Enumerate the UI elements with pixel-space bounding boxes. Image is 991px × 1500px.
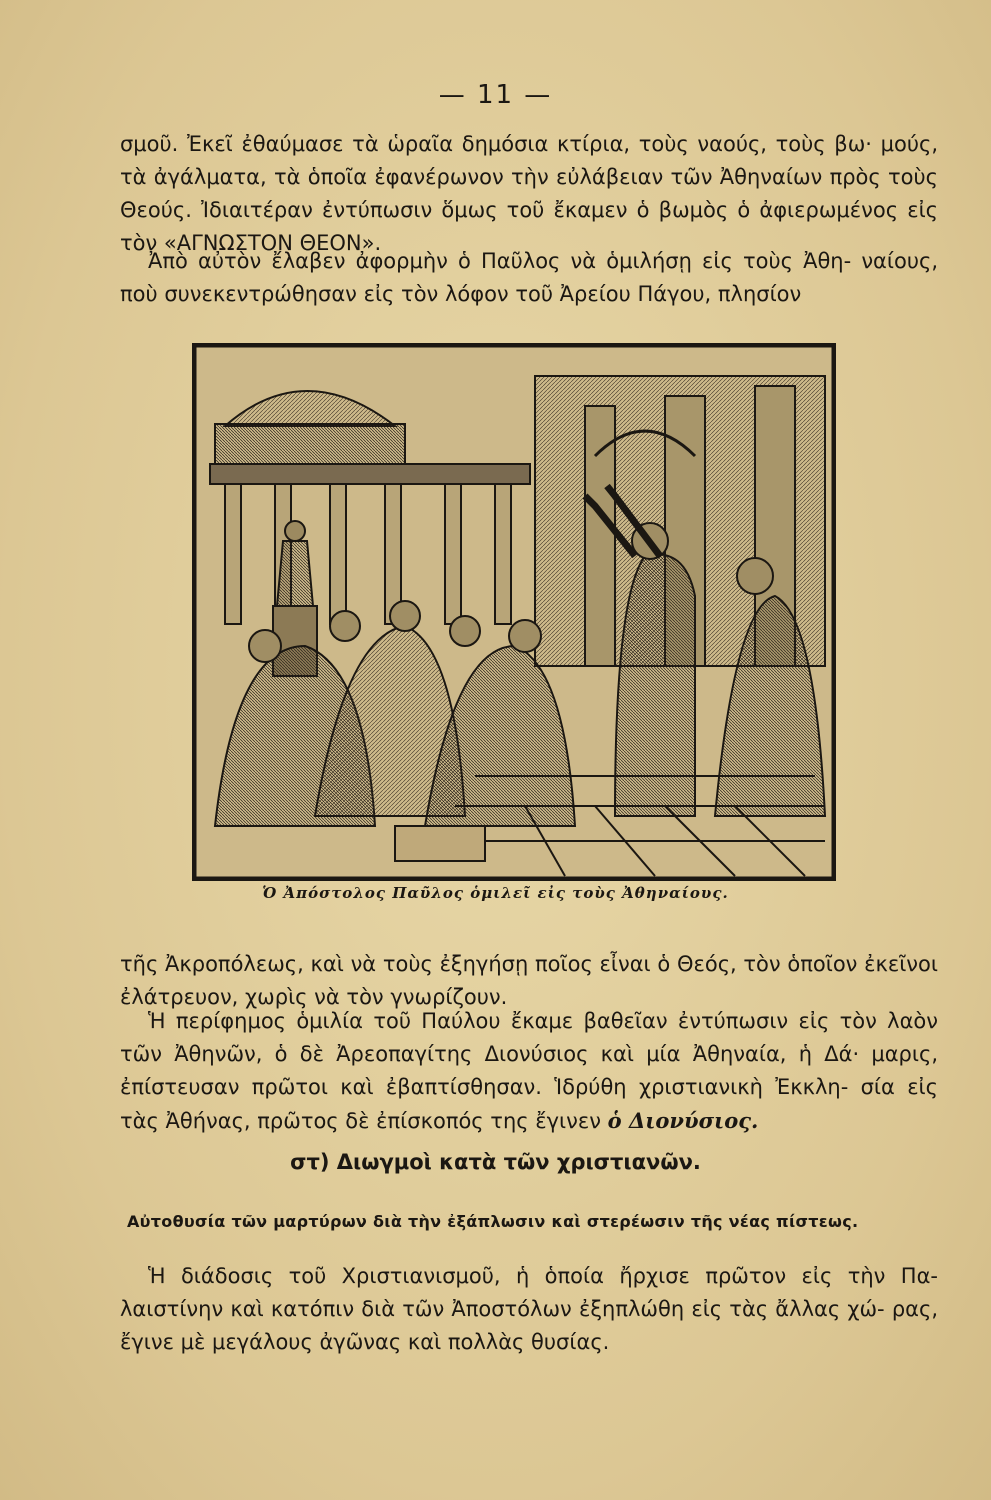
section-subheading: Αὐτοθυσία τῶν μαρτύρων διὰ τὴν ἐξάπλωσιν καὶ στερέωσιν τῆς νέας πίστεως. [127, 1212, 859, 1231]
engraving-paul-preaching [192, 343, 836, 881]
figure-caption: Ὁ Ἀπόστολος Παῦλος ὁμιλεῖ εἰς τοὺς Ἀθηναίους. [262, 884, 729, 902]
section-title: στ) Διωγμοὶ κατὰ τῶν χριστιανῶν. [290, 1150, 701, 1174]
bishop-name: ὁ Διονύσιος. [607, 1108, 759, 1133]
paragraph-areopagus: Ἀπὸ αὐτὸν ἔλαβεν ἀφορμὴν ὁ Παῦλος νὰ ὁμιλήσῃ εἰς τοὺς Ἀθη- ναίους, ποὺ συνεκεντρώθησαν εἰς τὸν λόφον τοῦ Ἀρείου Πάγου, πλησίον [120, 249, 938, 306]
paragraph-acropolis: τῆς Ἀκροπόλεως, καὶ νὰ τοὺς ἐξηγήσῃ ποῖος εἶναι ὁ Θεός, τὸν ὁποῖον ἐκεῖνοι ἐλάτρευον, χωρὶς νὰ τὸν γνωρίζουν. [120, 952, 938, 1009]
paragraph-speech-impact [120, 1005, 938, 1138]
paragraph-spread-of-christianity: Ἡ διάδοσις τοῦ Χριστιανισμοῦ, ἡ ὁποία ἤρχισε πρῶτον εἰς τὴν Πα- λαιστίνην καὶ κατόπιν διὰ τῶν Ἀποστόλων ἐξηπλώθη εἰς τὰς ἄλλας χώ- ρας, ἔγινε μὲ μεγάλους ἀγῶνας καὶ πολλὰς θυσίας. [120, 1264, 938, 1354]
paragraph-paul-in-athens: σμοῦ. Ἐκεῖ ἐθαύμασε τὰ ὡραῖα δημόσια κτίρια, τοὺς ναούς, τοὺς βω· μούς, τὰ ἀγάλματα, τὰ ὁποῖα ἐφανέρωνον τὴν εὐλάβειαν τῶν Ἀθηναίων πρὸς τοὺς Θεούς. Ἰδιαιτέραν ἐντύπωσιν ὅμως τοῦ ἔκαμεν ὁ βωμὸς ὁ ἀφιερωμένος εἰς τὸν «ΑΓΝΩΣΤΟΝ ΘΕΟΝ». [120, 132, 938, 255]
paragraph-speech-impact-text: Ἡ περίφημος ὁμιλία τοῦ Παύλου ἔκαμε βαθεῖαν ἐντύπωσιν εἰς τὸν λαὸν τῶν Ἀθηνῶν, ὁ δὲ Ἀρεοπαγίτης Διονύσιος καὶ μία Ἀθηναία, ἡ Δά· μαρις, ἐπίστευσαν πρῶτοι καὶ ἐβαπτίσθησαν. Ἱδρύθη χριστιανικὴ Ἐκκλη- σία εἰς τὰς Ἀθήνας, πρῶτος δὲ ἐπίσκοπός της ἔγινεν [120, 1009, 938, 1133]
page-number: — 11 — [438, 80, 553, 110]
engraving-illustration [195, 346, 833, 878]
